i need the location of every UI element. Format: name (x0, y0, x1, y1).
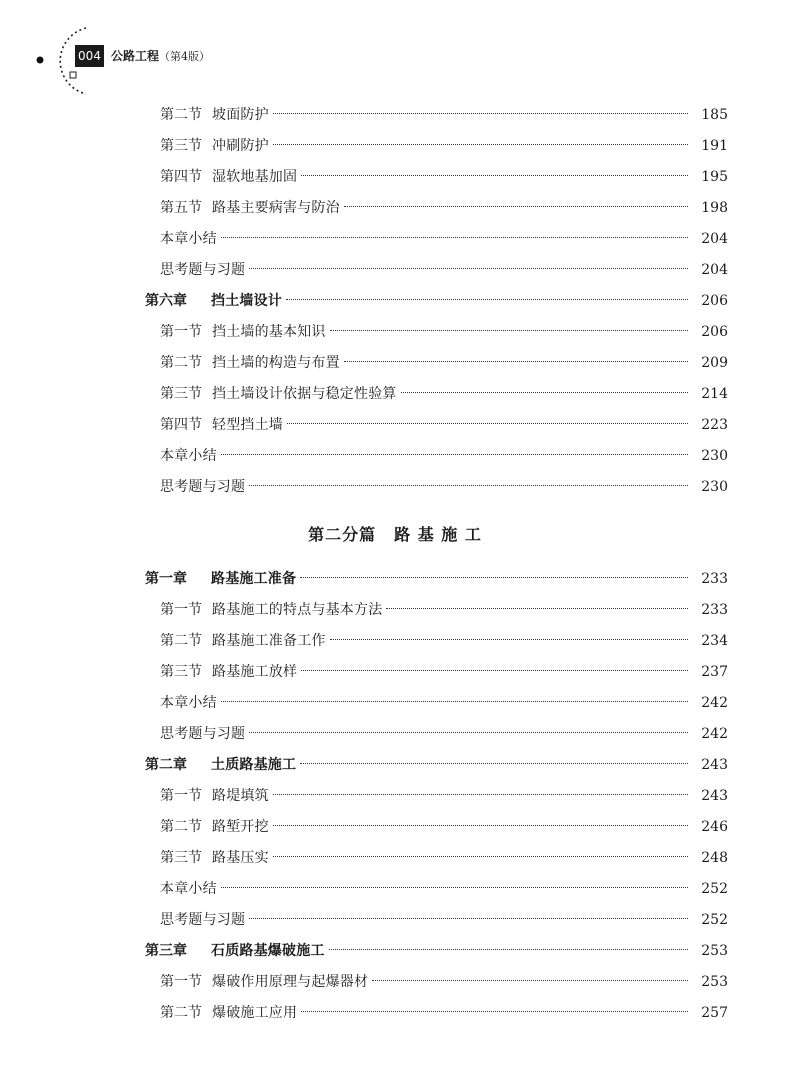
dot-leader (301, 669, 688, 671)
toc-chapter-row[interactable] (145, 753, 728, 777)
toc-page-number: 204 (701, 231, 728, 247)
dot-leader (286, 298, 688, 300)
toc-page-number: 243 (701, 757, 728, 773)
dot-leader (300, 762, 688, 764)
toc-entry (145, 939, 692, 963)
toc-page-number: 206 (701, 324, 728, 340)
toc-entry (160, 784, 692, 808)
dot-leader (401, 391, 688, 393)
toc-entry-number: 第三节 (160, 850, 202, 866)
toc-entry-number: 第一节 (160, 602, 202, 618)
toc-entry (160, 660, 692, 684)
toc-page-number: 234 (701, 633, 728, 649)
toc-entry (160, 444, 692, 468)
toc-entry-number: 第六章 (145, 293, 187, 309)
toc-entry-title: 思考题与习题 (160, 726, 246, 742)
dot-leader (249, 267, 688, 269)
toc-entry-number: 第一节 (160, 324, 202, 340)
toc-entry-title: 本章小结 (160, 881, 217, 897)
toc-entry-title: 思考题与习题 (160, 262, 246, 278)
toc-entry (160, 970, 692, 994)
dot-leader (330, 638, 688, 640)
toc-entry-title: 路基主要病害与防治 (212, 200, 340, 216)
toc-entry-number: 第一章 (145, 571, 187, 587)
page-number: 004 (75, 45, 104, 67)
toc-entry-title: 路基施工放样 (212, 664, 298, 680)
toc-label (160, 722, 245, 746)
toc-item-row[interactable] (160, 227, 728, 251)
toc-entry-title: 本章小结 (160, 448, 217, 464)
toc-label (160, 258, 245, 282)
toc-label (160, 444, 217, 468)
dot-leader (329, 948, 688, 950)
toc-entry-title: 爆破施工应用 (212, 1005, 298, 1021)
toc-section-row[interactable] (160, 413, 728, 437)
dot-leader (273, 112, 688, 114)
toc-entry (160, 196, 692, 220)
toc-label (160, 660, 297, 684)
dot-leader (300, 576, 688, 578)
toc-label (160, 103, 269, 127)
toc-page-number: 195 (701, 169, 728, 185)
toc-item-row[interactable] (160, 691, 728, 715)
toc-entry-number: 第二章 (145, 757, 187, 773)
dot-leader (344, 360, 688, 362)
toc-entry-title: 挡土墙设计依据与稳定性验算 (212, 386, 397, 402)
toc-entry (160, 908, 692, 932)
toc-entry-number: 第五节 (160, 200, 202, 216)
toc-section-row[interactable] (160, 815, 728, 839)
toc-entry-number: 第三章 (145, 943, 187, 959)
toc-label (160, 815, 269, 839)
toc-entry (145, 289, 692, 313)
toc-page-number: 252 (701, 912, 728, 928)
toc-page-number: 248 (701, 850, 728, 866)
toc-entry-title: 路基施工的特点与基本方法 (212, 602, 383, 618)
toc-item-row[interactable] (160, 908, 728, 932)
toc-entry-number: 第三节 (160, 138, 202, 154)
toc-label (160, 970, 368, 994)
dot-leader (221, 236, 688, 238)
toc-entry (160, 846, 692, 870)
toc-chapter-row[interactable] (145, 939, 728, 963)
toc-entry-number: 第四节 (160, 169, 202, 185)
toc-label (145, 753, 296, 777)
toc-entry (160, 227, 692, 251)
dot-leader (221, 886, 688, 888)
toc-entry-title: 挡土墙的基本知识 (212, 324, 326, 340)
toc-entry-title: 思考题与习题 (160, 479, 246, 495)
toc-label (160, 196, 340, 220)
toc-label (160, 165, 297, 189)
toc-entry (160, 722, 692, 746)
toc-entry (160, 258, 692, 282)
toc-entry-title: 本章小结 (160, 231, 217, 247)
toc-section-row[interactable] (160, 660, 728, 684)
toc-entry-number: 第二节 (160, 633, 202, 649)
toc-page-number: 242 (701, 695, 728, 711)
toc-page-number: 246 (701, 819, 728, 835)
toc-label (160, 413, 283, 437)
toc-entry (160, 598, 692, 622)
toc-item-row[interactable] (160, 877, 728, 901)
toc-section-row[interactable] (160, 1001, 728, 1025)
toc-page-number: 233 (701, 571, 728, 587)
toc-entry-number: 第二节 (160, 107, 202, 123)
toc-section-row[interactable] (160, 165, 728, 189)
toc-label (160, 134, 269, 158)
dot-leader (273, 855, 688, 857)
toc-entry-number: 第二节 (160, 819, 202, 835)
toc-entry-number: 第四节 (160, 417, 202, 433)
toc-entry (160, 629, 692, 653)
toc-entry-title: 坡面防护 (212, 107, 269, 123)
toc-page-number: 242 (701, 726, 728, 742)
toc-page-number: 243 (701, 788, 728, 804)
toc-page-number: 233 (701, 602, 728, 618)
toc-label (160, 598, 382, 622)
toc-label (160, 691, 217, 715)
toc-label (145, 939, 325, 963)
toc-entry-title: 思考题与习题 (160, 912, 246, 928)
toc-page-number: 204 (701, 262, 728, 278)
toc-entry-title: 土质路基施工 (211, 757, 297, 773)
toc-page-number: 257 (701, 1005, 728, 1021)
toc-label (160, 629, 326, 653)
toc-entry-title: 湿软地基加固 (212, 169, 298, 185)
toc-entry-number: 第三节 (160, 664, 202, 680)
toc-entry-title: 冲刷防护 (212, 138, 269, 154)
toc-item-row[interactable] (160, 258, 728, 282)
toc-label (160, 784, 269, 808)
dot-leader (221, 700, 688, 702)
toc-entry (160, 351, 692, 375)
dot-leader (287, 422, 688, 424)
toc-entry-title: 路堑开挖 (212, 819, 269, 835)
toc-entry-number: 第二节 (160, 355, 202, 371)
dot-leader (330, 329, 688, 331)
dot-leader (249, 731, 688, 733)
toc-label (160, 227, 217, 251)
toc-entry (160, 877, 692, 901)
toc-section-row[interactable] (160, 629, 728, 653)
toc-entry (160, 691, 692, 715)
toc-item-row[interactable] (160, 722, 728, 746)
toc-entry-title: 路基施工准备工作 (212, 633, 326, 649)
toc-entry-title: 挡土墙设计 (211, 293, 282, 309)
toc-label (160, 877, 217, 901)
dot-leader (273, 143, 688, 145)
toc-entry-title: 挡土墙的构造与布置 (212, 355, 340, 371)
toc-item-row[interactable] (160, 475, 728, 499)
toc-label (160, 908, 245, 932)
toc-page-number: 230 (701, 479, 728, 495)
dot-leader (344, 205, 688, 207)
toc-page-number: 198 (701, 200, 728, 216)
toc-label (160, 382, 397, 406)
dot-leader (301, 174, 688, 176)
toc-entry (160, 413, 692, 437)
toc-entry (160, 165, 692, 189)
toc-entry-title: 石质路基爆破施工 (211, 943, 325, 959)
toc-entry-title: 路堤填筑 (212, 788, 269, 804)
toc-entry (160, 382, 692, 406)
toc-section-row[interactable] (160, 103, 728, 127)
toc-entry-number: 第一节 (160, 788, 202, 804)
toc-entry (160, 134, 692, 158)
toc-label (160, 846, 269, 870)
toc-item-row[interactable] (160, 444, 728, 468)
toc-section-row[interactable] (160, 320, 728, 344)
toc-entry (160, 815, 692, 839)
toc-page-number: 214 (701, 386, 728, 402)
toc-entry-number: 第一节 (160, 974, 202, 990)
toc-section-row[interactable] (160, 970, 728, 994)
toc-section-row[interactable] (160, 598, 728, 622)
dot-leader (273, 793, 688, 795)
toc-page-number: 253 (701, 974, 728, 990)
toc-entry-title: 爆破作用原理与起爆器材 (212, 974, 369, 990)
part-heading (0, 523, 790, 547)
toc-label (145, 567, 296, 591)
toc-section-row[interactable] (160, 134, 728, 158)
toc-entry (160, 475, 692, 499)
toc-entry-title: 轻型挡土墙 (212, 417, 283, 433)
toc-entry (160, 320, 692, 344)
toc-page-number: 230 (701, 448, 728, 464)
toc-entry (145, 567, 692, 591)
toc-entry (160, 103, 692, 127)
toc-entry-title: 路基压实 (212, 850, 269, 866)
part-title: 路 基 施 工 (394, 525, 482, 544)
toc-entry (160, 1001, 692, 1025)
toc-page-number: 252 (701, 881, 728, 897)
toc-section-row[interactable] (160, 846, 728, 870)
toc-page-number: 185 (701, 107, 728, 123)
dot-leader (386, 607, 688, 609)
toc-page-number: 223 (701, 417, 728, 433)
toc-page-number: 206 (701, 293, 728, 309)
toc-entry (145, 753, 692, 777)
toc-entry-title: 本章小结 (160, 695, 217, 711)
dot-leader (221, 453, 688, 455)
book-title: 公路工程 (111, 49, 160, 63)
toc-entry-title: 路基施工准备 (211, 571, 297, 587)
book-edition: （第4版） (159, 50, 211, 63)
toc-label (145, 289, 282, 313)
toc-page-number: 253 (701, 943, 728, 959)
toc-chapter-row[interactable] (145, 289, 728, 313)
toc-page-number: 237 (701, 664, 728, 680)
toc-section-row[interactable] (160, 784, 728, 808)
toc-label (160, 320, 326, 344)
toc-section-row[interactable] (160, 382, 728, 406)
toc-entry-number: 第三节 (160, 386, 202, 402)
toc-entry-number: 第二节 (160, 1005, 202, 1021)
toc-page-number: 209 (701, 355, 728, 371)
part-number: 第二分篇 (308, 525, 377, 544)
dot-leader (273, 824, 688, 826)
toc-label (160, 475, 245, 499)
dot-leader (249, 917, 688, 919)
toc-section-row[interactable] (160, 196, 728, 220)
toc-page-number: 191 (701, 138, 728, 154)
toc-section-row[interactable] (160, 351, 728, 375)
toc-label (160, 1001, 297, 1025)
dot-leader (249, 484, 688, 486)
toc-chapter-row[interactable] (145, 567, 728, 591)
toc-label (160, 351, 340, 375)
dot-leader (301, 1010, 688, 1012)
dot-leader (372, 979, 688, 981)
